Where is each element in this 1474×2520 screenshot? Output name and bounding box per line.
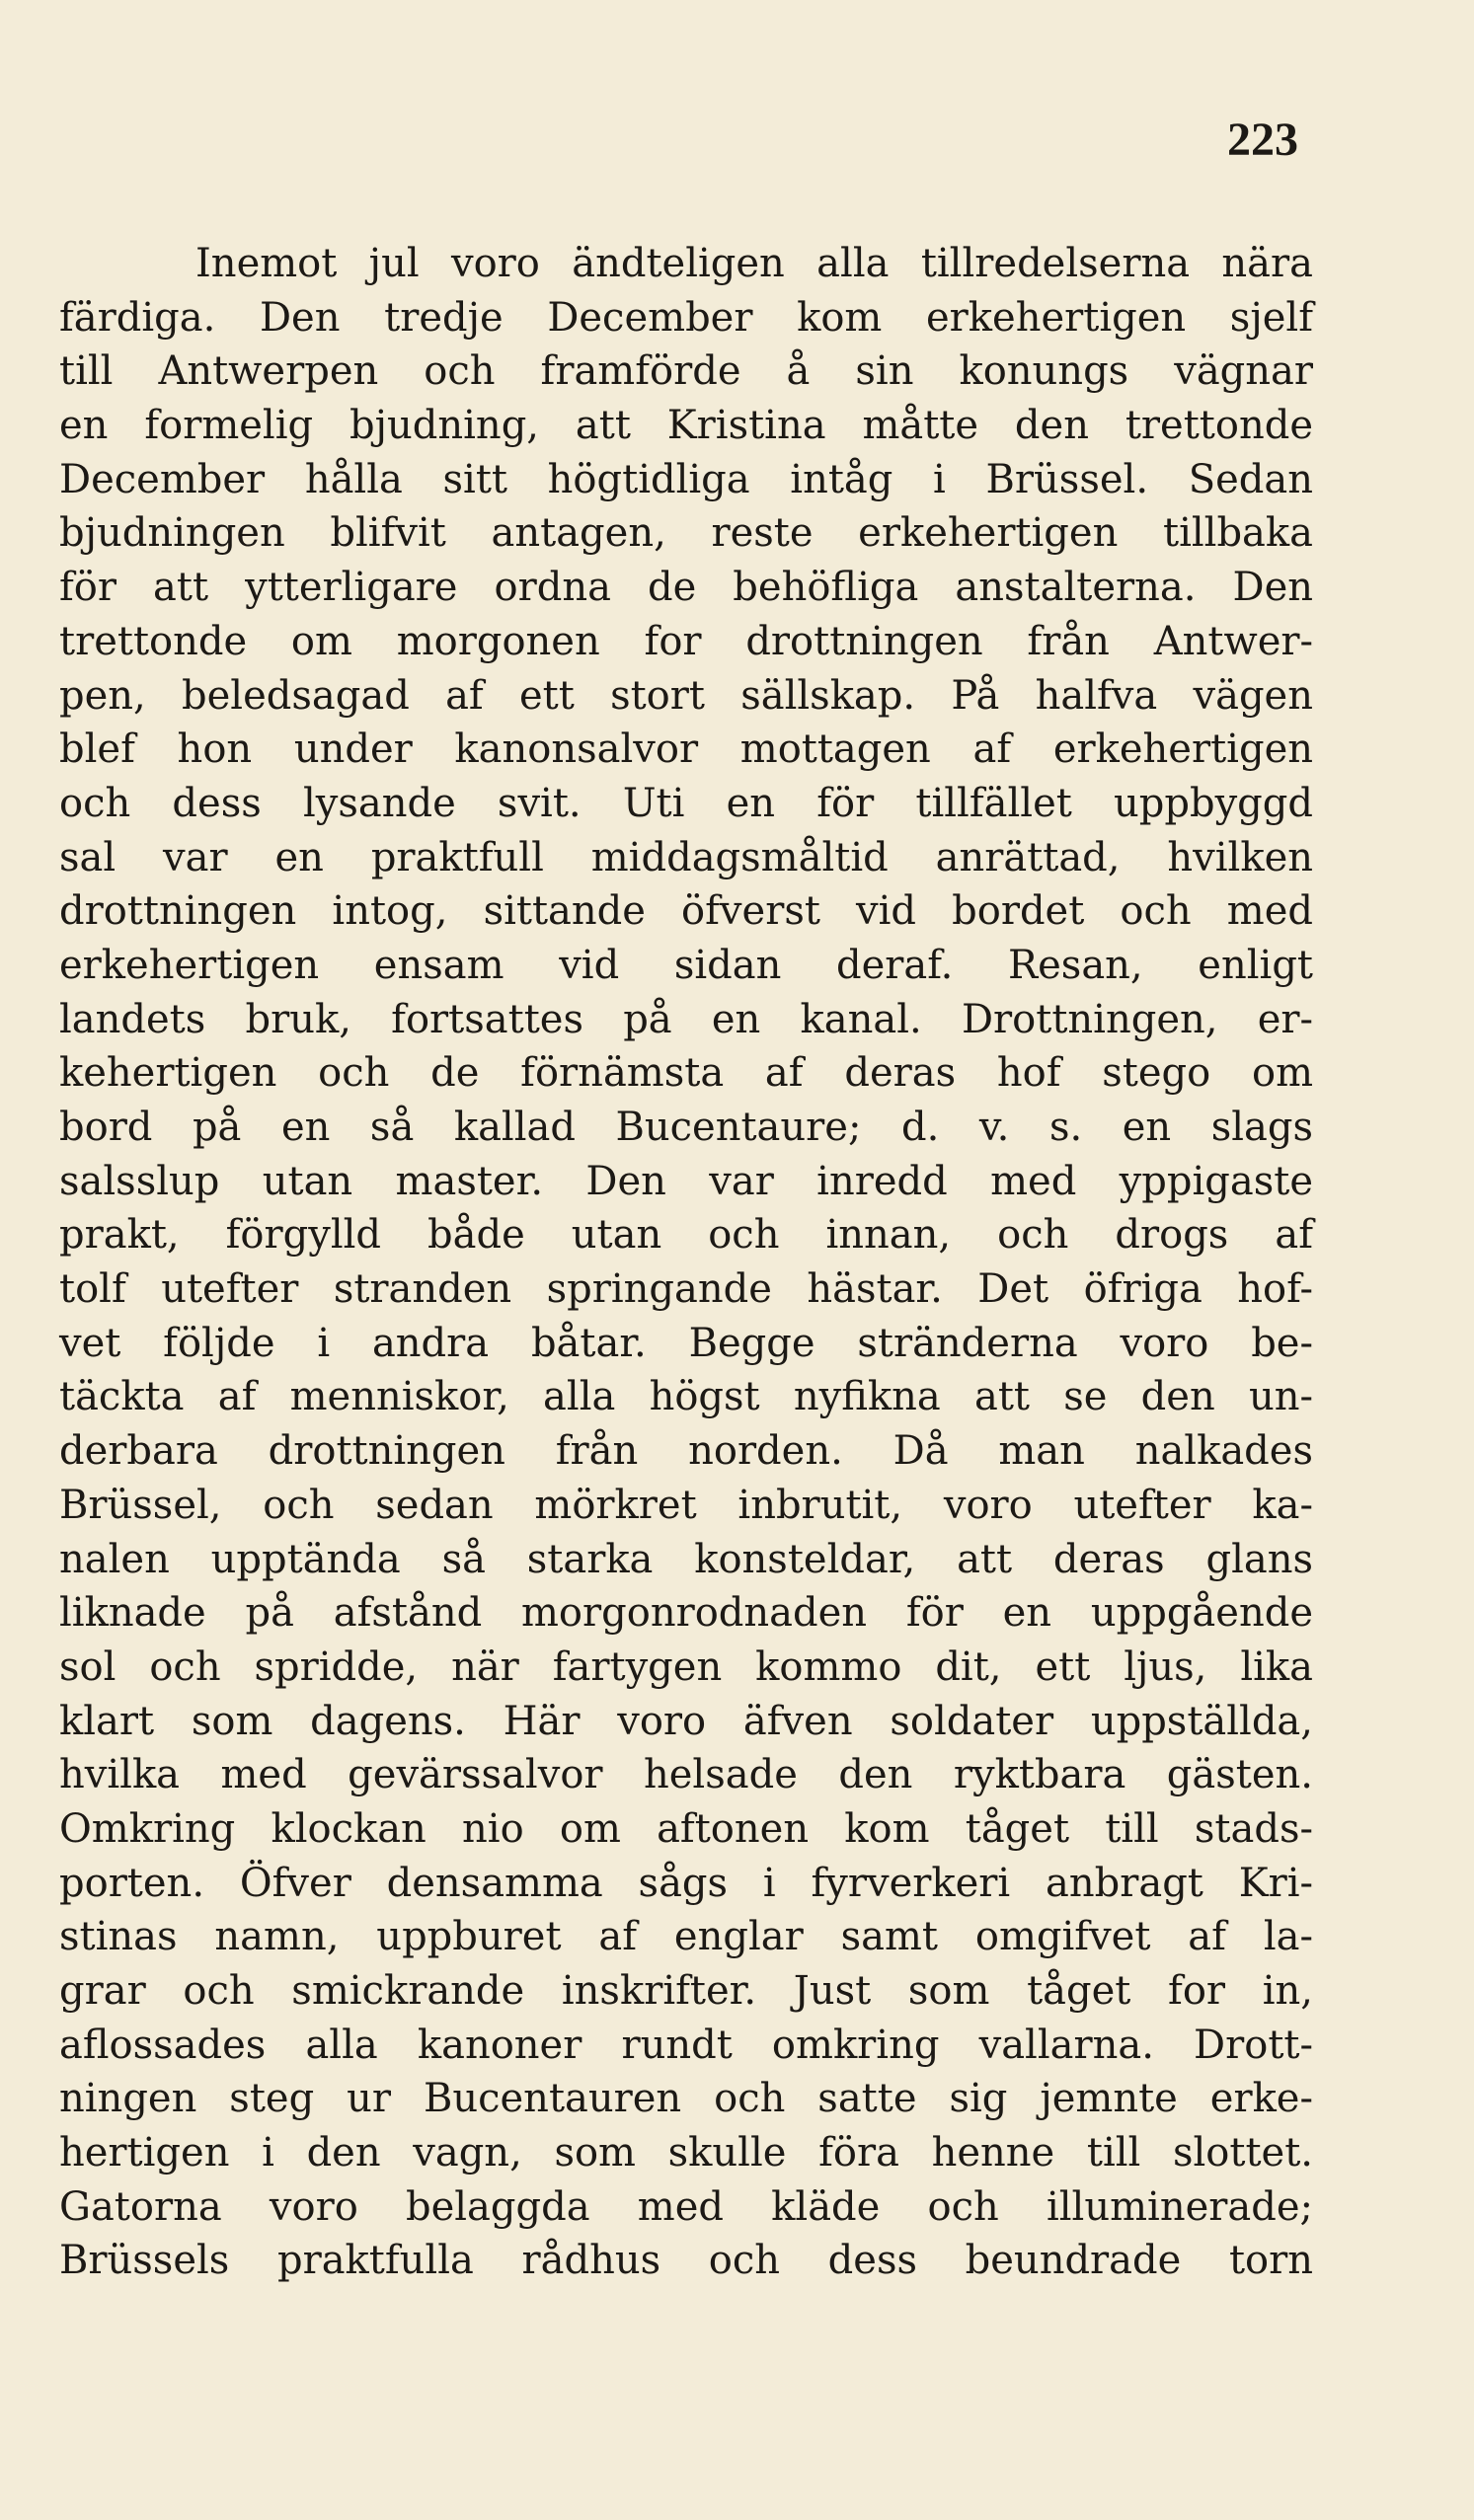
text-line: bjudningen blifvit antagen, reste erkehertigen tillbaka: [59, 510, 1313, 557]
text-line: blef hon under kanonsalvor mottagen af erkehertigen: [59, 726, 1313, 773]
text-line: liknade på afstånd morgonrodnaden för en uppgående: [59, 1590, 1313, 1637]
text-line: kehertigen och de förnämsta af deras hof stego om: [59, 1050, 1313, 1097]
text-line: och dess lysande svit. Uti en för tillfället uppbyggd: [59, 780, 1313, 826]
text-line: Brüssels praktfulla rådhus och dess beundrade torn: [59, 2238, 1313, 2284]
text-line: salsslup utan master. Den var inredd med yppigaste: [59, 1158, 1313, 1204]
text-line: för att ytterligare ordna de behöfliga anstalterna. Den: [59, 565, 1313, 611]
text-line: vet följde i andra båtar. Begge stränderna voro be-: [59, 1320, 1313, 1366]
text-line: en formelig bjudning, att Kristina måtte den trettonde: [59, 403, 1313, 449]
text-line: Omkring klockan nio om aftonen kom tåget till stads-: [59, 1805, 1313, 1852]
text-line: December hålla sitt högtidliga intåg i Brüssel. Sedan: [59, 456, 1313, 502]
text-line: erkehertigen ensam vid sidan deraf. Resan, enligt: [59, 942, 1313, 988]
text-line: porten. Öfver densamma sågs i fyrverkeri anbragt Kri-: [59, 1860, 1313, 1906]
text-line: ningen steg ur Bucentauren och satte sig jemnte erke-: [59, 2076, 1313, 2122]
text-line: hertigen i den vagn, som skulle föra henne till slottet.: [59, 2130, 1313, 2176]
text-line: färdiga. Den tredje December kom erkehertigen sjelf: [59, 294, 1313, 341]
text-line: hvilka med gevärssalvor helsade den ryktbara gästen.: [59, 1752, 1313, 1798]
text-line: sol och spridde, när fartygen kommo dit, ett ljus, lika: [59, 1643, 1313, 1690]
text-line: sal var en praktfull middagsmåltid anrättad, hvilken: [59, 834, 1313, 880]
text-line: aflossades alla kanoner rundt omkring vallarna. Drott-: [59, 2022, 1313, 2068]
text-line: prakt, förgylld både utan och innan, och drogs af: [59, 1212, 1313, 1259]
text-line: stinas namn, uppburet af englar samt omgifvet af la-: [59, 1914, 1313, 1960]
text-line: Gatorna voro belaggda med kläde och illuminerade;: [59, 2183, 1313, 2230]
text-line: nalen upptända så starka konsteldar, att deras glans: [59, 1536, 1313, 1582]
text-line: landets bruk, fortsattes på en kanal. Drottningen, er-: [59, 996, 1313, 1042]
text-line: klart som dagens. Här voro äfven soldater uppställda,: [59, 1698, 1313, 1744]
text-line: pen, beledsagad af ett stort sällskap. På halfva vägen: [59, 672, 1313, 719]
text-line: trettonde om morgonen for drottningen från Antwer-: [59, 618, 1313, 664]
text-line: bord på en så kallad Bucentaure; d. v. s. en slags: [59, 1105, 1313, 1150]
text-line: tolf utefter stranden springande hästar. Det öfriga hof-: [59, 1266, 1313, 1313]
text-line: till Antwerpen och framförde å sin konungs vägnar: [59, 348, 1313, 395]
text-line: Inemot jul voro ändteligen alla tillredelserna nära: [195, 241, 1313, 286]
body-text: [59, 237, 1313, 2288]
text-line: derbara drottningen från norden. Då man nalkades: [59, 1428, 1313, 1475]
text-line: grar och smickrande inskrifter. Just som tåget for in,: [59, 1968, 1313, 2014]
page-number: 223: [1227, 114, 1298, 166]
text-line: drottningen intog, sittande öfverst vid bordet och med: [59, 888, 1313, 935]
text-line: Brüssel, och sedan mörkret inbrutit, voro utefter ka-: [59, 1482, 1313, 1528]
text-line: täckta af menniskor, alla högst nyfikna att se den un-: [59, 1374, 1313, 1420]
